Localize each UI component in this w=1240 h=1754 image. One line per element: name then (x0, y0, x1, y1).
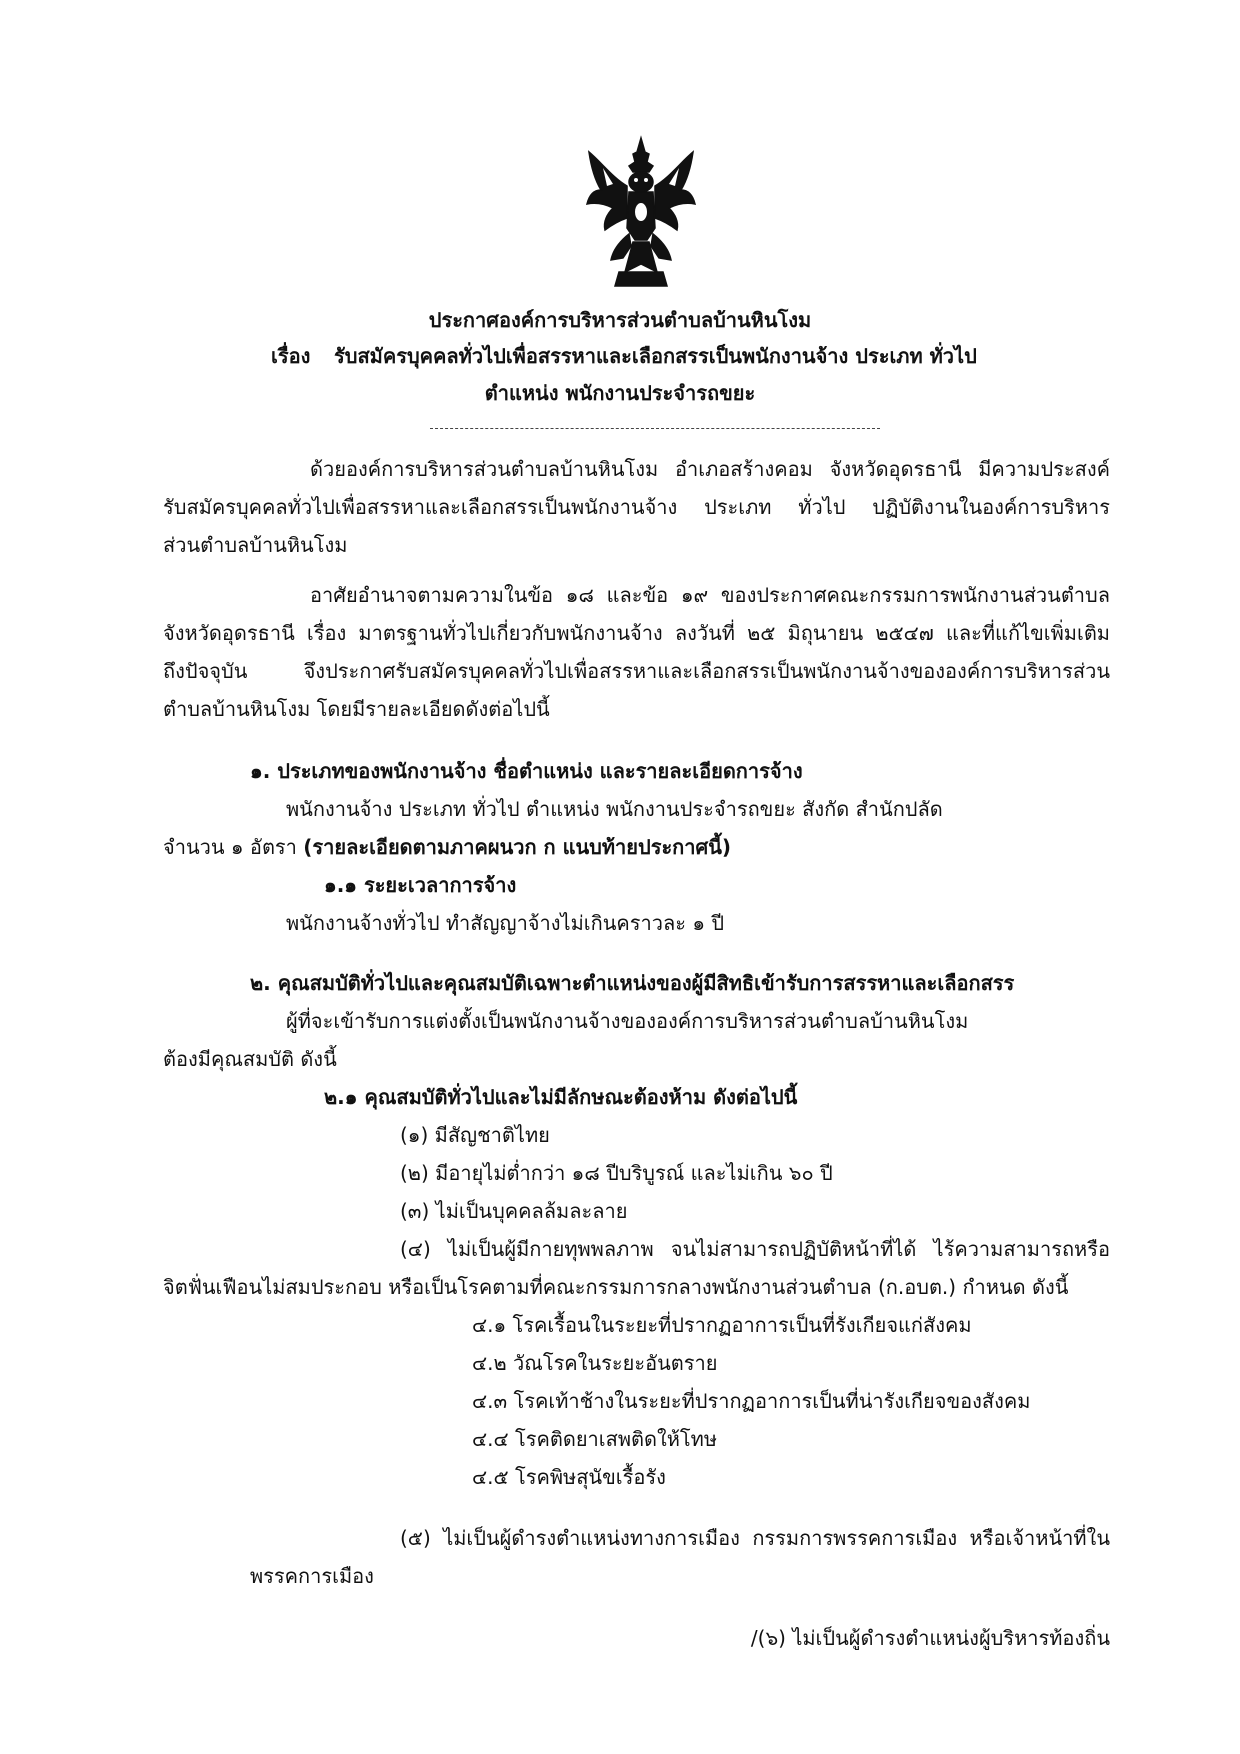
qualification-item-4-line-2: จิตฟั่นเฟือนไม่สมประกอบ หรือเป็นโรคตามที่คณะกรรมการกลางพนักงานส่วนตำบล (ก.อบต.) กำหนด ดังนี้ (163, 1275, 1069, 1299)
disease-item: ๔.๔ โรคติดยาเสพติดให้โทษ (472, 1427, 718, 1451)
intro-paragraph-2-line-4: ตำบลบ้านหินโงม โดยมีรายละเอียดดังต่อไปนี้ (163, 697, 550, 721)
intro-paragraph-2-line-3: ถึงปัจจุบัน จึงประกาศรับสมัครบุคคลทั่วไปเพื่อสรรหาและเลือกสรรเป็นพนักงานจ้างขององค์การบริหารส่วน (163, 659, 1110, 683)
section-2-1-heading: ๒.๑ คุณสมบัติทั่วไปและไม่มีลักษณะต้องห้าม ดังต่อไปนี้ (324, 1085, 798, 1109)
header-divider (430, 428, 880, 429)
qualification-item: (๑) มีสัญชาติไทย (400, 1123, 550, 1147)
continuation-note: /(๖) ไม่เป็นผู้ดำรงตำแหน่งผู้บริหารท้องถิ่น (750, 1626, 1110, 1650)
qualification-item-4-line-1: (๔) ไม่เป็นผู้มีกายทุพพลภาพ จนไม่สามารถปฏิบัติหน้าที่ได้ ไร้ความสามารถหรือ (400, 1237, 1110, 1261)
appendix-reference: (รายละเอียดตามภาคผนวก ก แนบท้ายประกาศนี้) (303, 835, 732, 859)
disease-item: ๔.๑ โรคเรื้อนในระยะที่ปรากฏอาการเป็นที่รังเกียจแก่สังคม (472, 1313, 972, 1337)
section-1-heading: ๑. ประเภทของพนักงานจ้าง ชื่อตำแหน่ง และรายละเอียดการจ้าง (250, 759, 803, 783)
section-1-1-text: พนักงานจ้างทั่วไป ทำสัญญาจ้างไม่เกินคราวละ ๑ ปี (286, 911, 725, 935)
announcement-title: ประกาศองค์การบริหารส่วนตำบลบ้านหินโงม (428, 308, 812, 332)
garuda-emblem-icon (583, 132, 699, 292)
intro-paragraph-2-line-1: อาศัยอำนาจตามความในข้อ ๑๘ และข้อ ๑๙ ของประกาศคณะกรรมการพนักงานส่วนตำบล (310, 583, 1110, 607)
section-2-line-1: ผู้ที่จะเข้ารับการแต่งตั้งเป็นพนักงานจ้างขององค์การบริหารส่วนตำบลบ้านหินโงม (286, 1009, 969, 1033)
section-2-line-2: ต้องมีคุณสมบัติ ดังนี้ (163, 1047, 337, 1071)
disease-item: ๔.๓ โรคเท้าช้างในระยะที่ปรากฏอาการเป็นที่น่ารังเกียจของสังคม (472, 1389, 1031, 1413)
subject-text: รับสมัครบุคคลทั่วไปเพื่อสรรหาและเลือกสรรเป็นพนักงานจ้าง ประเภท ทั่วไป (334, 344, 977, 368)
intro-paragraph-1-line-2: รับสมัครบุคคลทั่วไปเพื่อสรรหาและเลือกสรรเป็นพนักงานจ้าง ประเภท ทั่วไป ปฏิบัติงานในองค์การบริหาร (163, 495, 1110, 519)
intro-paragraph-1-line-3: ส่วนตำบลบ้านหินโงม (163, 533, 348, 557)
disease-item: ๔.๕ โรคพิษสุนัขเรื้อรัง (472, 1465, 666, 1489)
intro-paragraph-2-line-2: จังหวัดอุดรธานี เรื่อง มาตรฐานทั่วไปเกี่ยวกับพนักงานจ้าง ลงวันที่ ๒๕ มิถุนายน ๒๕๔๗ และที่แก้ไขเพิ่มเติม (163, 621, 1110, 645)
qualification-item-5-line-1: (๕) ไม่เป็นผู้ดำรงตำแหน่งทางการเมือง กรรมการพรรคการเมือง หรือเจ้าหน้าที่ใน (400, 1526, 1110, 1550)
section-1-1-heading: ๑.๑ ระยะเวลาการจ้าง (324, 873, 517, 897)
section-1-line-2 (163, 834, 731, 860)
intro-paragraph-1-line-1: ด้วยองค์การบริหารส่วนตำบลบ้านหินโงม อำเภอสร้างคอม จังหวัดอุดรธานี มีความประสงค์ (310, 457, 1110, 481)
disease-item: ๔.๒ วัณโรคในระยะอันตราย (472, 1351, 718, 1375)
section-2-heading: ๒. คุณสมบัติทั่วไปและคุณสมบัติเฉพาะตำแหน่งของผู้มีสิทธิเข้ารับการสรรหาและเลือกสรร (250, 971, 1015, 995)
qualification-item-5-line-2: พรรคการเมือง (250, 1564, 374, 1588)
qualification-item: (๒) มีอายุไม่ต่ำกว่า ๑๘ ปีบริบูรณ์ และไม่เกิน ๖๐ ปี (400, 1161, 833, 1185)
subject-label: เรื่อง (271, 344, 311, 368)
qualification-item: (๓) ไม่เป็นบุคคลล้มละลาย (400, 1199, 628, 1223)
position-count: จำนวน ๑ อัตรา (163, 835, 304, 859)
section-1-line-1: พนักงานจ้าง ประเภท ทั่วไป ตำแหน่ง พนักงานประจำรถขยะ สังกัด สำนักปลัด (286, 797, 943, 821)
position-title: ตำแหน่ง พนักงานประจำรถขยะ (484, 381, 756, 405)
